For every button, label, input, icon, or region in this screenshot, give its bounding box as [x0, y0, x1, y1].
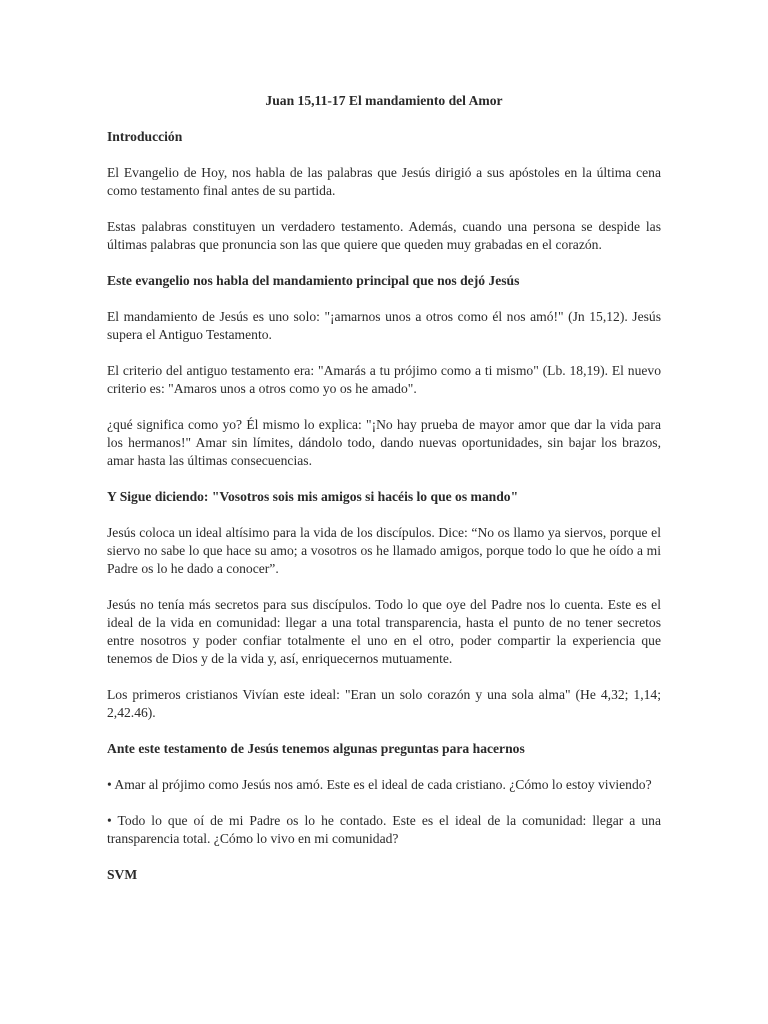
document-title: Juan 15,11-17 El mandamiento del Amor	[265, 93, 503, 108]
paragraph: El criterio del antiguo testamento era: "Amarás a tu prójimo como a ti mismo" (Lb. 18,19). El nuevo criterio es: "Amaros unos a otros como yo os he amado".	[107, 363, 661, 396]
paragraph: El mandamiento de Jesús es uno solo: "¡amarnos unos a otros como él nos amó!" (Jn 15,12). Jesús supera el Antiguo Testamento.	[107, 309, 661, 342]
paragraph: El Evangelio de Hoy, nos habla de las palabras que Jesús dirigió a sus apóstoles en la última cena como testamento final antes de su partida.	[107, 165, 661, 198]
paragraph: Jesús no tenía más secretos para sus discípulos. Todo lo que oye del Padre nos lo cuenta. Este es el ideal de la vida en comunidad: llegar a una total transparencia, hasta el punto de no tener secretos entre nosotros y poder confiar totalmente el uno en el otro, poder compartir la experiencia que tenemos de Dios y de la vida y, así, enriquecernos mutuamente.	[107, 597, 661, 666]
section-heading-introduccion: Introducción	[107, 129, 183, 144]
section-heading-mandamiento: Este evangelio nos habla del mandamiento principal que nos dejó Jesús	[107, 273, 520, 288]
paragraph: ¿qué significa como yo? Él mismo lo explica: "¡No hay prueba de mayor amor que dar la vida para los hermanos!" Amar sin límites, dándolo todo, dando nuevas oportunidades, sin bajar los brazos, amar hasta las últimas consecuencias.	[107, 417, 661, 468]
document-page	[107, 92, 661, 884]
bullet-paragraph: • Amar al prójimo como Jesús nos amó. Este es el ideal de cada cristiano. ¿Cómo lo estoy viviendo?	[107, 777, 652, 792]
paragraph: Los primeros cristianos Vivían este ideal: "Eran un solo corazón y una sola alma" (He 4,32; 1,14; 2,42.46).	[107, 687, 661, 720]
bullet-paragraph: • Todo lo que oí de mi Padre os lo he contado. Este es el ideal de la comunidad: llegar a una transparencia total. ¿Cómo lo vivo en mi comunidad?	[107, 813, 661, 846]
signature: SVM	[107, 867, 138, 882]
paragraph: Estas palabras constituyen un verdadero testamento. Además, cuando una persona se despide las últimas palabras que pronuncia son las que quiere que queden muy grabadas en el corazón.	[107, 219, 661, 252]
paragraph: Jesús coloca un ideal altísimo para la vida de los discípulos. Dice: “No os llamo ya siervos, porque el siervo no sabe lo que hace su amo; a vosotros os he llamado amigos, porque todo lo que he oído a mi Padre os lo he dado a conocer”.	[107, 525, 661, 576]
section-heading-amigos: Y Sigue diciendo: "Vosotros sois mis amigos si hacéis lo que os mando"	[107, 489, 519, 504]
section-heading-preguntas: Ante este testamento de Jesús tenemos algunas preguntas para hacernos	[107, 741, 525, 756]
